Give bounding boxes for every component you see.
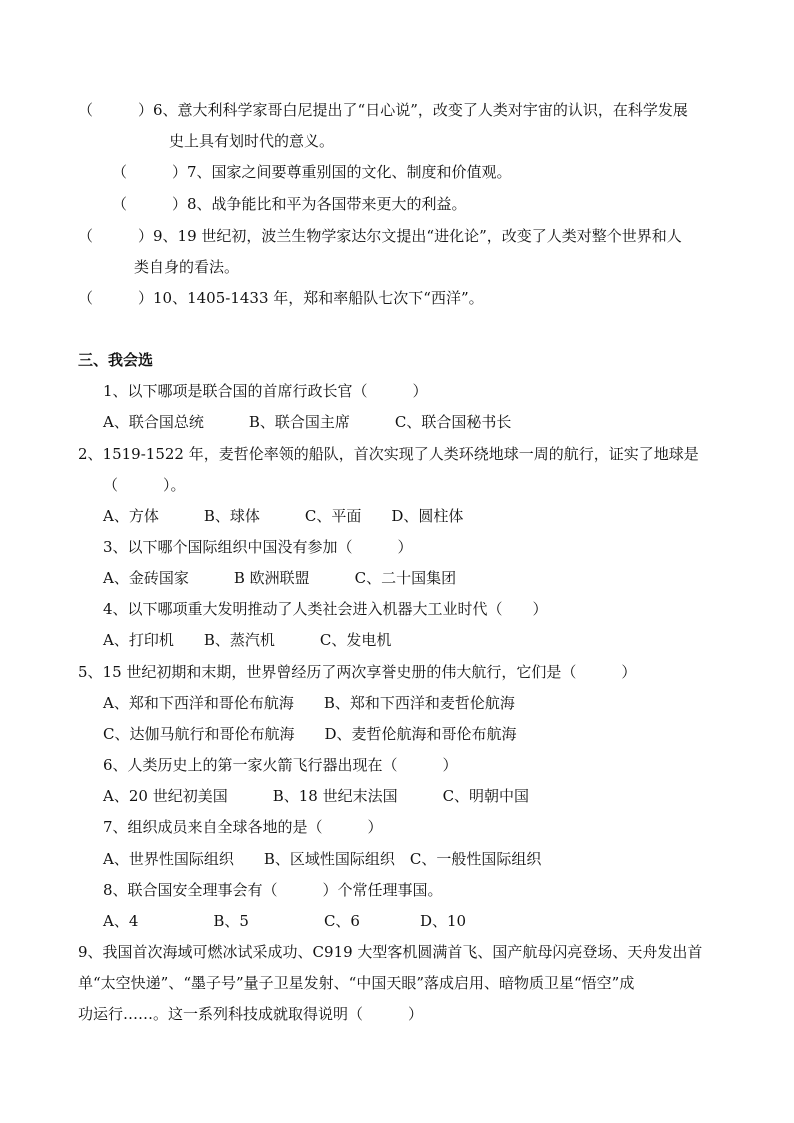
question-5-options-ab: A、郑和下西洋和哥伦布航海 B、郑和下西洋和麦哲伦航海: [103, 694, 515, 712]
question-5: 5、15 世纪初期和末期，世界曾经历了两次享誉史册的伟大航行，它们是（ ）: [78, 663, 637, 681]
question-9-cont-1: 单“太空快递”、“墨子号”量子卫星发射、“中国天眼”落成启用、暗物质卫星“悟空”成: [78, 974, 635, 992]
question-7-options: A、世界性国际组织 B、区域性国际组织 C、一般性国际组织: [103, 850, 542, 868]
question-9-cont-2: 功运行……。这一系列科技成就取得说明（ ）: [78, 1005, 424, 1023]
tf-item-6: （ ）6、意大利科学家哥白尼提出了“日心说”，改变了人类对宇宙的认识，在科学发展: [78, 101, 688, 119]
tf-item-8: （ ）8、战争能比和平为各国带来更大的利益。: [112, 195, 467, 213]
question-5-options-cd: C、达伽马航行和哥伦布航海 D、麦哲伦航海和哥伦布航海: [103, 725, 517, 743]
question-1-options: A、联合国总统 B、联合国主席 C、联合国秘书长: [103, 413, 512, 431]
question-2-options: A、方体 B、球体 C、平面 D、圆柱体: [103, 507, 464, 525]
question-9: 9、我国首次海域可燃冰试采成功、C919 大型客机圆满首飞、国产航母闪亮登场、天舟发出首: [78, 943, 703, 961]
question-8: 8、联合国安全理事会有（ ）个常任理事国。: [103, 881, 443, 899]
tf-item-9-cont: 类自身的看法。: [134, 258, 240, 276]
question-1: 1、以下哪项是联合国的首席行政长官（ ）: [103, 382, 428, 400]
question-4: 4、以下哪项重大发明推动了人类社会进入机器大工业时代（ ）: [103, 600, 548, 618]
tf-item-7: （ ）7、国家之间要尊重别国的文化、制度和价值观。: [112, 163, 512, 181]
tf-item-6-cont: 史上具有划时代的意义。: [169, 132, 335, 150]
question-7: 7、组织成员来自全球各地的是（ ）: [103, 818, 383, 836]
question-8-options: A、4 B、5 C、6 D、10: [103, 912, 467, 930]
question-2: 2、1519-1522 年，麦哲伦率领的船队，首次实现了人类环绕地球一周的航行，证实了地球是: [78, 445, 699, 463]
question-3-options: A、金砖国家 B 欧洲联盟 C、二十国集团: [103, 569, 457, 587]
question-6: 6、人类历史上的第一家火箭飞行器出现在（ ）: [103, 756, 458, 774]
section-title: 三、我会选: [78, 351, 154, 369]
question-2-cont: （ ）。: [103, 476, 186, 494]
question-6-options: A、20 世纪初美国 B、18 世纪末法国 C、明朝中国: [103, 787, 530, 805]
question-4-options: A、打印机 B、蒸汽机 C、发电机: [103, 631, 392, 649]
question-3: 3、以下哪个国际组织中国没有参加（ ）: [103, 538, 413, 556]
tf-item-10: （ ）10、1405-1433 年，郑和率船队七次下“西洋”。: [78, 289, 484, 307]
tf-item-9: （ ）9、19 世纪初，波兰生物学家达尔文提出“进化论”，改变了人类对整个世界和人: [78, 227, 682, 245]
